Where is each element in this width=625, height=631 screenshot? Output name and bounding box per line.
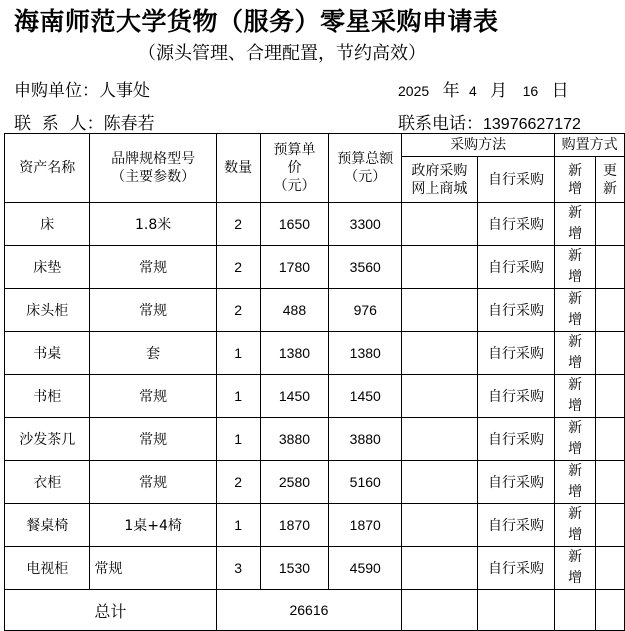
cell-unit-price: 1650 [260, 203, 329, 246]
cell-new-l1: 新 [568, 291, 583, 307]
total-self-empty [477, 590, 555, 631]
date-day: 16 [522, 83, 539, 99]
cell-total: 3880 [329, 418, 402, 461]
cell-new-l2: 增 [568, 355, 583, 371]
cell-new [555, 504, 596, 547]
cell-gov-purchase [402, 203, 478, 246]
header-spec-line1: 品牌规格型号 [111, 151, 196, 167]
table-row [5, 461, 625, 504]
cell-total: 5160 [329, 461, 402, 504]
cell-spec: 1.8米 [90, 203, 216, 246]
date-year-char: 年 [442, 81, 460, 101]
cell-asset-name: 衣柜 [5, 461, 90, 504]
total-update-empty [596, 590, 625, 631]
cell-new [555, 203, 596, 246]
cell-gov-purchase [402, 375, 478, 418]
header-budget-price-l1: 预算单 [273, 142, 316, 158]
table-row [5, 547, 625, 590]
header-budget-total [329, 134, 402, 203]
cell-gov-purchase [402, 461, 478, 504]
date-month: 4 [468, 83, 477, 99]
table-row [5, 289, 625, 332]
cell-update [596, 547, 625, 590]
cell-new [555, 246, 596, 289]
cell-quantity: 1 [216, 332, 260, 375]
total-label: 总计 [5, 590, 217, 631]
total-value: 26616 [216, 590, 401, 631]
cell-total: 3300 [329, 203, 402, 246]
cell-spec: 常规 [90, 289, 216, 332]
cell-total: 4590 [329, 547, 402, 590]
cell-self-purchase: 自行采购 [477, 375, 555, 418]
cell-quantity: 2 [216, 289, 260, 332]
header-acquire-method: 购置方式 [555, 134, 625, 157]
cell-new-l1: 新 [568, 549, 583, 565]
cell-new-l1: 新 [568, 420, 583, 436]
cell-quantity: 1 [216, 375, 260, 418]
cell-new [555, 332, 596, 375]
cell-gov-purchase [402, 332, 478, 375]
cell-asset-name: 书桌 [5, 332, 90, 375]
header-spec [90, 134, 216, 203]
cell-update [596, 461, 625, 504]
cell-asset-name: 电视柜 [5, 547, 90, 590]
unit-value: 人事处 [99, 81, 150, 101]
header-quantity: 数量 [216, 134, 260, 203]
cell-self-purchase: 自行采购 [477, 332, 555, 375]
header-purchase-method: 采购方法 [402, 134, 555, 157]
cell-quantity: 1 [216, 504, 260, 547]
cell-unit-price: 488 [260, 289, 329, 332]
date-day-char: 日 [551, 81, 569, 101]
cell-spec: 常规 [90, 461, 216, 504]
cell-unit-price: 1780 [260, 246, 329, 289]
table-row [5, 246, 625, 289]
header-budget-total-l2: （元） [344, 169, 387, 185]
cell-self-purchase: 自行采购 [477, 504, 555, 547]
table-row [5, 375, 625, 418]
cell-unit-price: 1530 [260, 547, 329, 590]
cell-unit-price: 1380 [260, 332, 329, 375]
header-self-purchase: 自行采购 [477, 157, 555, 203]
header-update [596, 157, 625, 203]
cell-quantity: 2 [216, 203, 260, 246]
cell-update [596, 418, 625, 461]
cell-gov-purchase [402, 246, 478, 289]
cell-new-l1: 新 [568, 205, 583, 221]
cell-quantity: 1 [216, 418, 260, 461]
applicant-unit [14, 76, 150, 101]
header-gov-l1: 政府采购 [411, 162, 468, 179]
purchase-table [4, 133, 625, 631]
cell-gov-purchase [402, 547, 478, 590]
cell-self-purchase: 自行采购 [477, 289, 555, 332]
cell-new [555, 418, 596, 461]
cell-new-l1: 新 [568, 506, 583, 522]
header-budget-price-l2: 价 [287, 160, 302, 176]
header-budget-price [260, 134, 329, 203]
cell-total: 976 [329, 289, 402, 332]
cell-gov-purchase [402, 418, 478, 461]
cell-new-l2: 增 [568, 269, 583, 285]
cell-self-purchase: 自行采购 [477, 547, 555, 590]
contact-label: 联 系 人： [14, 114, 104, 134]
cell-update [596, 375, 625, 418]
cell-unit-price: 3880 [260, 418, 329, 461]
header-asset-name: 资产名称 [5, 134, 90, 203]
cell-new-l2: 增 [568, 527, 583, 543]
cell-gov-purchase [402, 504, 478, 547]
header-update-l1: 更 [603, 162, 618, 179]
cell-asset-name: 餐桌椅 [5, 504, 90, 547]
total-row [5, 590, 625, 631]
cell-spec: 常规 [90, 418, 216, 461]
cell-total: 1870 [329, 504, 402, 547]
cell-unit-price: 1450 [260, 375, 329, 418]
contact-value: 陈春若 [103, 114, 155, 134]
contact-person [14, 109, 155, 134]
cell-asset-name: 床 [5, 203, 90, 246]
cell-spec: 常规 [90, 547, 216, 590]
cell-new [555, 289, 596, 332]
cell-self-purchase: 自行采购 [477, 246, 555, 289]
date-month-char: 月 [490, 81, 508, 101]
cell-self-purchase: 自行采购 [477, 203, 555, 246]
cell-new [555, 461, 596, 504]
cell-quantity: 2 [216, 461, 260, 504]
unit-label: 申购单位： [14, 81, 99, 101]
cell-spec: 套 [90, 332, 216, 375]
header-new-l2: 增 [568, 180, 583, 197]
header-budget-price-l3: （元） [273, 178, 316, 194]
cell-new [555, 375, 596, 418]
table-row [5, 418, 625, 461]
cell-new-l1: 新 [568, 377, 583, 393]
header-gov-l2: 网上商城 [411, 180, 468, 197]
cell-update [596, 246, 625, 289]
cell-quantity: 2 [216, 246, 260, 289]
header-gov-purchase [402, 157, 478, 203]
cell-update [596, 203, 625, 246]
header-spec-line2: （主要参数） [111, 169, 196, 185]
cell-self-purchase: 自行采购 [477, 418, 555, 461]
cell-total: 3560 [329, 246, 402, 289]
cell-spec: 1桌+4椅 [90, 504, 216, 547]
cell-gov-purchase [402, 289, 478, 332]
cell-new [555, 547, 596, 590]
cell-asset-name: 床头柜 [5, 289, 90, 332]
total-new-empty [555, 590, 596, 631]
cell-new-l1: 新 [568, 334, 583, 350]
date-year: 2025 [398, 83, 430, 99]
cell-total: 1450 [329, 375, 402, 418]
cell-asset-name: 床垫 [5, 246, 90, 289]
header-update-l2: 新 [603, 180, 618, 197]
table-row [5, 504, 625, 547]
cell-new-l1: 新 [568, 248, 583, 264]
cell-update [596, 289, 625, 332]
phone-label: 联系电话： [398, 114, 483, 134]
cell-unit-price: 1870 [260, 504, 329, 547]
phone-value: 13976627172 [483, 116, 581, 133]
cell-new-l2: 增 [568, 441, 583, 457]
cell-self-purchase: 自行采购 [477, 461, 555, 504]
header-new-l1: 新 [568, 162, 583, 179]
header-new [555, 157, 596, 203]
cell-spec: 常规 [90, 246, 216, 289]
cell-spec: 常规 [90, 375, 216, 418]
cell-new-l2: 增 [568, 398, 583, 414]
cell-new-l2: 增 [568, 312, 583, 328]
total-gov-empty [402, 590, 478, 631]
cell-unit-price: 2580 [260, 461, 329, 504]
cell-quantity: 3 [216, 547, 260, 590]
cell-asset-name: 书柜 [5, 375, 90, 418]
table-row [5, 203, 625, 246]
header-budget-total-l1: 预算总额 [337, 151, 394, 167]
cell-new-l2: 增 [568, 570, 583, 586]
cell-asset-name: 沙发茶几 [5, 418, 90, 461]
cell-new-l2: 增 [568, 226, 583, 242]
cell-update [596, 504, 625, 547]
cell-new-l2: 增 [568, 484, 583, 500]
contact-phone [398, 109, 581, 134]
cell-update [596, 332, 625, 375]
table-row [5, 332, 625, 375]
cell-new-l1: 新 [568, 463, 583, 479]
application-date [398, 76, 569, 101]
form-subtitle: （源头管理、合理配置，节约高效） [138, 43, 426, 64]
form-title: 海南师范大学货物（服务）零星采购申请表 [14, 7, 499, 36]
cell-total: 1380 [329, 332, 402, 375]
